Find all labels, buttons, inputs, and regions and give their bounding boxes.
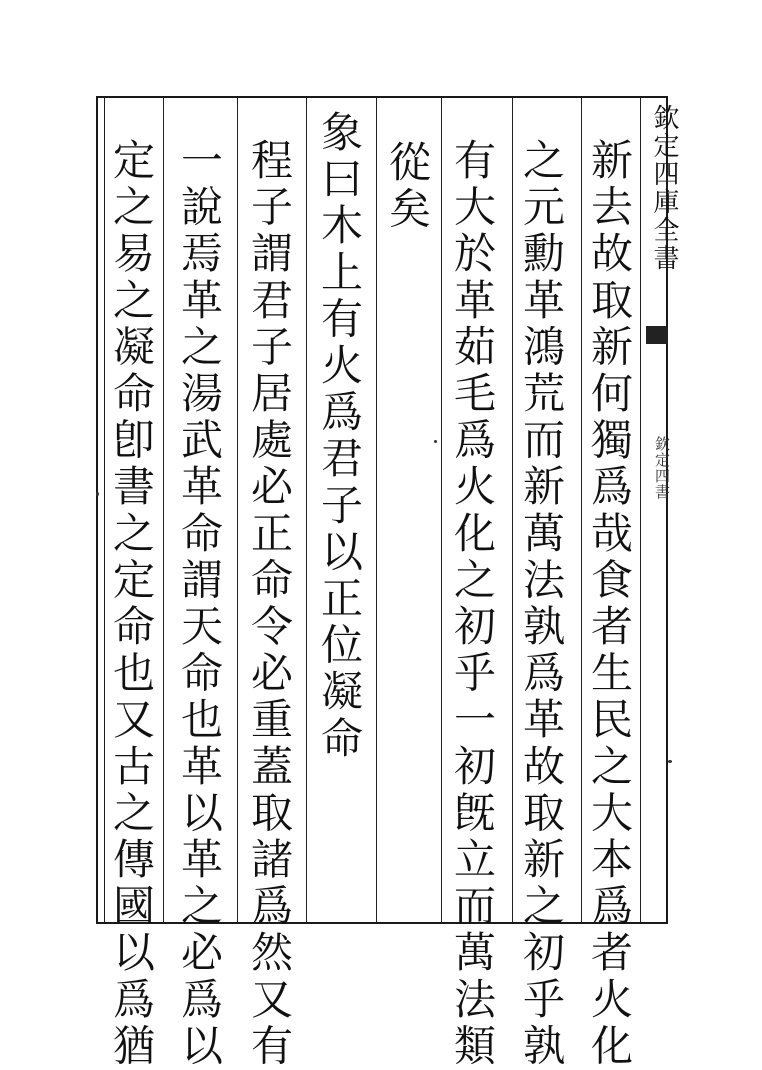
column-rule	[512, 98, 513, 922]
text-column-6: 程子謂君子居處必正命令必重蓋取諸爲然又有	[245, 138, 294, 1070]
column-rule	[163, 98, 164, 922]
text-column-7: 一說焉革之湯武革命謂天命也革以革之必爲以	[175, 138, 224, 1070]
margin-note: 欽定四書	[653, 436, 671, 500]
column-rule	[237, 98, 238, 922]
column-rule	[306, 98, 307, 922]
text-column-5: 象曰木上有火爲君子以正位凝命	[315, 110, 364, 763]
text-column-8: 定之易之凝命卽書之定命也又古之傳國以爲猶	[107, 138, 156, 1070]
scan-speck	[96, 492, 99, 496]
text-column-3: 有大於革茹毛爲火化之初乎一初旣立而萬法類	[448, 138, 497, 1070]
column-rule	[376, 98, 377, 922]
scan-speck	[434, 440, 437, 443]
text-column-2: 之元勳革鴻荒而新萬法孰爲革故取新之初乎孰	[517, 138, 566, 1070]
fish-tail-mark	[646, 326, 668, 344]
column-rule	[640, 98, 641, 922]
column-rule	[441, 98, 442, 922]
column-rule	[581, 98, 582, 922]
text-column-4: 從矣	[383, 140, 432, 234]
series-title: 欽定四庫全書	[649, 104, 679, 272]
scan-speck	[668, 760, 672, 763]
text-column-1: 新去故取新何獨爲哉食者生民之大本爲者火化	[585, 138, 634, 1070]
